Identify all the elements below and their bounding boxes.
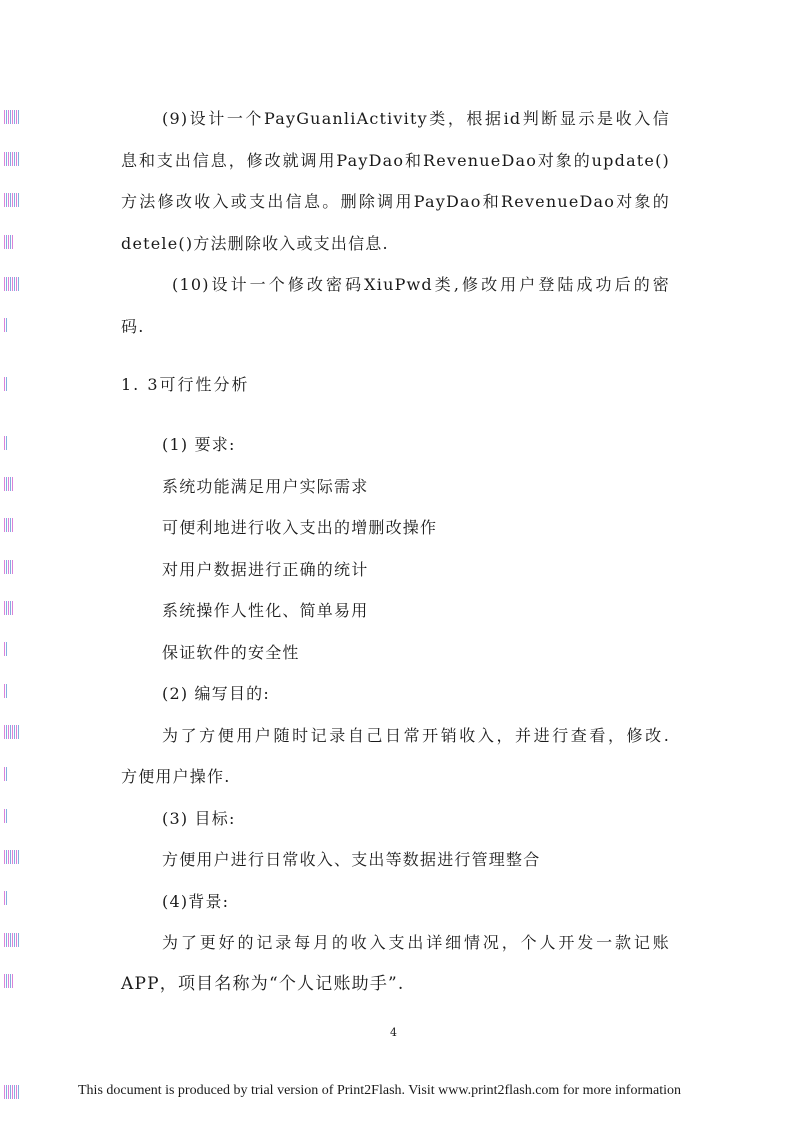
purpose-line-1: 为了方便用户随时记录自己日常开销收入，并进行查看，修改.	[162, 726, 670, 745]
margin-artifact	[4, 933, 20, 947]
paragraph-9-line-3: 方法修改收入或支出信息。删除调用PayDao和RevenueDao对象的	[121, 192, 670, 211]
paragraph-10-line-1: (10)设计一个修改密码XiuPwd类,修改用户登陆成功后的密	[172, 275, 670, 294]
paragraph-9-line-4: detele()方法删除收入或支出信息.	[121, 234, 389, 253]
page-number: 4	[390, 1026, 397, 1039]
paragraph-9-line-2: 息和支出信息，修改就调用PayDao和RevenueDao对象的update()	[121, 151, 670, 170]
margin-artifact	[4, 891, 8, 905]
margin-artifact	[4, 193, 20, 207]
margin-artifact	[4, 318, 8, 332]
margin-artifact	[4, 518, 14, 532]
trial-footer-notice: This document is produced by trial version of Print2Flash. Visit www.print2flash.com for more information	[78, 1083, 682, 1098]
margin-artifact	[4, 725, 20, 739]
list-item: 可便利地进行收入支出的增删改操作	[162, 518, 438, 537]
list-item: 系统功能满足用户实际需求	[162, 477, 369, 496]
goal-label: (3) 目标:	[162, 809, 236, 828]
purpose-line-2: 方便用户操作.	[121, 767, 231, 786]
list-item: 系统操作人性化、简单易用	[162, 601, 369, 620]
margin-artifact	[4, 377, 8, 391]
margin-artifact	[4, 767, 8, 781]
margin-artifact	[4, 110, 20, 124]
requirements-label: (1) 要求:	[162, 435, 236, 454]
background-label: (4)背景:	[162, 892, 230, 911]
margin-artifact	[4, 277, 20, 291]
goal-text: 方便用户进行日常收入、支出等数据进行管理整合	[162, 850, 541, 869]
margin-artifact	[4, 235, 14, 249]
margin-artifact	[4, 809, 8, 823]
margin-artifact	[4, 477, 14, 491]
list-item: 对用户数据进行正确的统计	[162, 560, 369, 579]
margin-artifact	[4, 1085, 20, 1099]
margin-artifact	[4, 560, 14, 574]
paragraph-10-line-2: 码.	[121, 317, 145, 336]
background-line-2: APP，项目名称为“个人记账助手”.	[121, 974, 405, 994]
margin-artifact	[4, 642, 8, 656]
margin-artifact	[4, 436, 8, 450]
margin-artifact	[4, 850, 20, 864]
list-item: 保证软件的安全性	[162, 643, 300, 662]
margin-artifact	[4, 152, 20, 166]
paragraph-9-line-1: (9)设计一个PayGuanliActivity类，根据id判断显示是收入信	[162, 109, 670, 128]
background-line-1: 为了更好的记录每月的收入支出详细情况，个人开发一款记账	[162, 933, 670, 952]
margin-artifact	[4, 684, 8, 698]
purpose-label: (2) 编写目的:	[162, 684, 270, 703]
section-heading: 1. 3可行性分析	[121, 375, 250, 394]
margin-artifact	[4, 974, 14, 988]
margin-artifact	[4, 601, 14, 615]
